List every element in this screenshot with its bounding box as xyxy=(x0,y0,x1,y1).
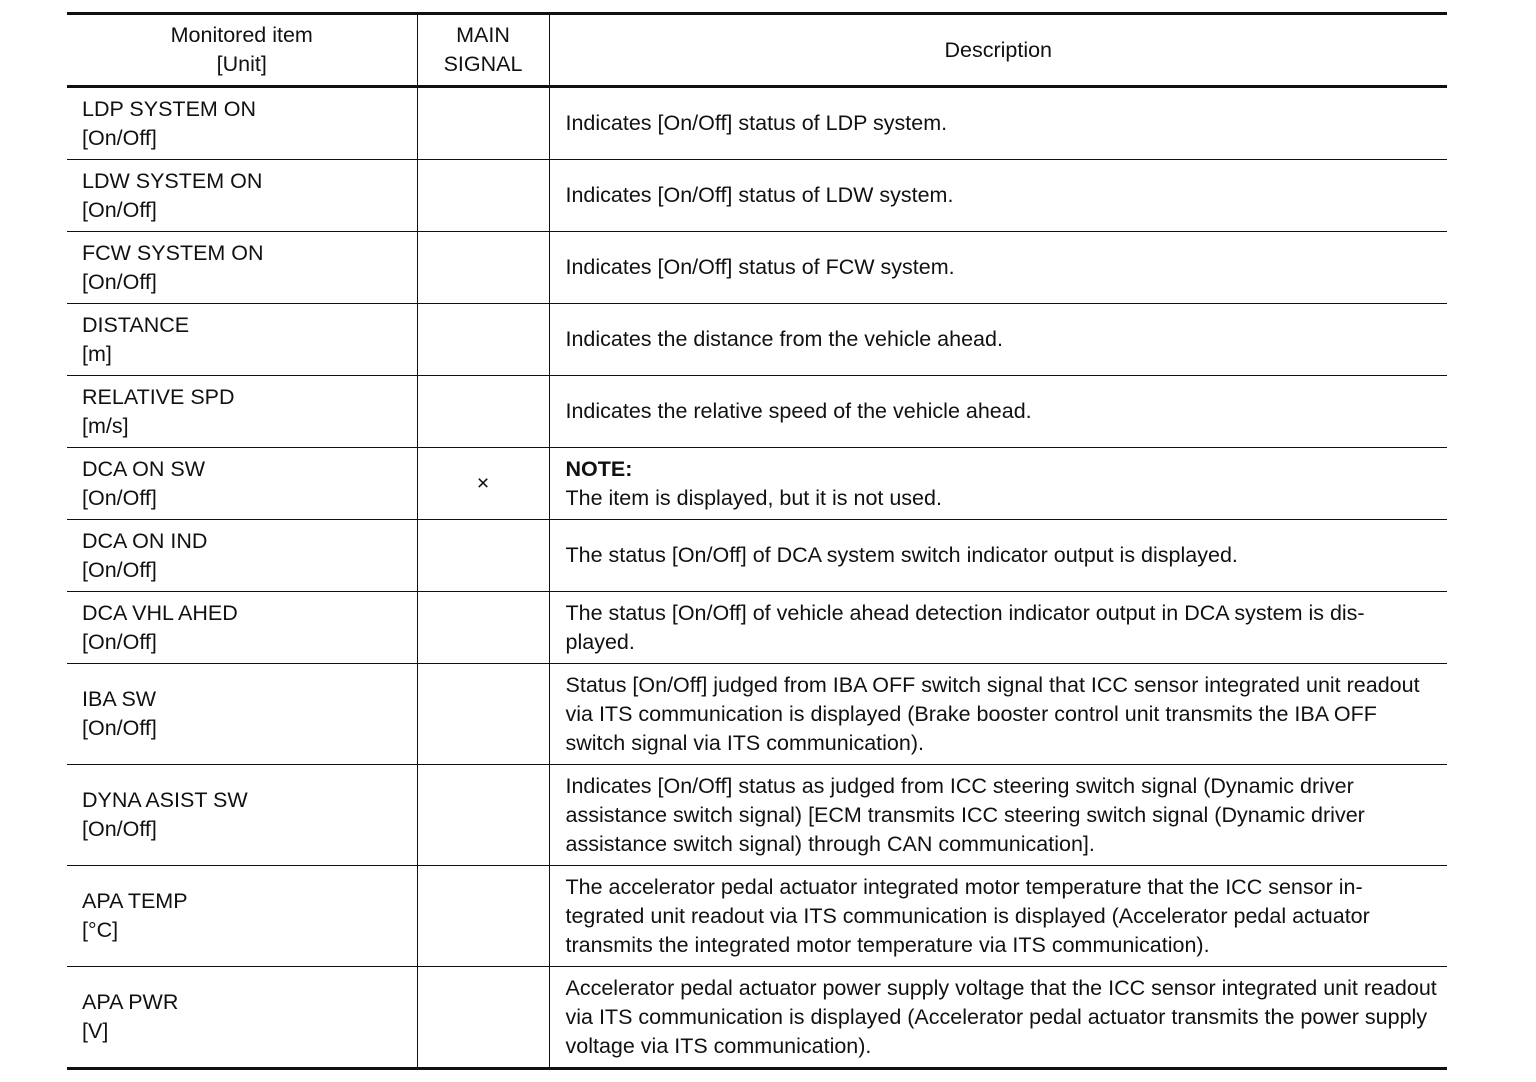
description-cell xyxy=(549,304,1447,376)
table-header-row xyxy=(67,14,1447,87)
item-name: FCW SYSTEM ON xyxy=(82,240,264,265)
main-signal-cell xyxy=(417,232,549,304)
description-text: The status [On/Off] of DCA system switch indicator output is displayed. xyxy=(565,543,1238,567)
item-name: LDW SYSTEM ON xyxy=(82,168,263,193)
item-unit: [On/Off] xyxy=(82,125,157,150)
main-signal-cell xyxy=(417,160,549,232)
table-row xyxy=(67,520,1447,592)
description-text: The accelerator pedal actuator integrated motor temperature that the ICC sensor in- tegrated unit readout via ITS communication is displayed (Accelerator pedal actuator transmits the integrated motor temperature via ITS communication). xyxy=(565,874,1370,957)
item-unit: [On/Off] xyxy=(82,197,157,222)
monitored-item-cell xyxy=(67,592,417,664)
main-signal-cell xyxy=(417,765,549,866)
item-name: RELATIVE SPD xyxy=(82,384,235,409)
main-signal-cell xyxy=(417,304,549,376)
item-unit: [m/s] xyxy=(82,413,129,438)
description-cell xyxy=(549,448,1447,520)
main-signal-cell xyxy=(417,520,549,592)
description-text: Indicates [On/Off] status of FCW system. xyxy=(565,255,955,279)
description-cell xyxy=(549,520,1447,592)
item-unit: [On/Off] xyxy=(82,716,157,740)
description-cell xyxy=(549,866,1447,967)
item-unit: [m] xyxy=(82,341,112,366)
item-name: DCA ON SW xyxy=(82,456,206,481)
item-name: DCA VHL AHED xyxy=(82,600,238,625)
monitored-item-cell xyxy=(67,520,417,592)
item-name: DISTANCE xyxy=(82,312,190,337)
description-text: Indicates [On/Off] status of LDP system. xyxy=(565,111,948,135)
table-row xyxy=(67,664,1447,765)
main-signal-cell xyxy=(417,664,549,765)
description-cell xyxy=(549,376,1447,448)
description-cell xyxy=(549,592,1447,664)
header-main-signal: MAIN SIGNAL xyxy=(417,14,549,87)
item-unit: [On/Off] xyxy=(82,557,157,582)
description-text: The status [On/Off] of vehicle ahead detection indicator output in DCA system is dis- played. xyxy=(565,600,1365,654)
main-signal-cell xyxy=(417,87,549,160)
item-unit: [On/Off] xyxy=(82,629,157,654)
description-text: Indicates the relative speed of the vehicle ahead. xyxy=(565,399,1032,423)
item-unit: [On/Off] xyxy=(82,817,157,841)
table-row xyxy=(67,376,1447,448)
monitored-item-cell xyxy=(67,160,417,232)
table-row xyxy=(67,232,1447,304)
monitored-item-cell xyxy=(67,376,417,448)
description-cell xyxy=(549,87,1447,160)
item-name: APA TEMP xyxy=(82,889,188,913)
main-signal-cell xyxy=(417,967,549,1069)
description-cell xyxy=(549,765,1447,866)
table-row xyxy=(67,592,1447,664)
table-row xyxy=(67,448,1447,520)
item-name: LDP SYSTEM ON xyxy=(82,96,257,121)
item-unit: [On/Off] xyxy=(82,485,157,510)
main-signal-cell xyxy=(417,376,549,448)
monitored-item-cell xyxy=(67,664,417,765)
item-name: IBA SW xyxy=(82,687,157,711)
monitored-item-cell xyxy=(67,232,417,304)
note-label: NOTE: xyxy=(565,456,633,481)
description-cell xyxy=(549,664,1447,765)
header-description: Description xyxy=(549,14,1447,87)
item-name: DCA ON IND xyxy=(82,528,208,553)
monitor-item-table xyxy=(67,12,1447,1070)
monitored-item-cell xyxy=(67,304,417,376)
table-row xyxy=(67,967,1447,1069)
monitored-item-cell xyxy=(67,448,417,520)
table-row xyxy=(67,765,1447,866)
description-text: The item is displayed, but it is not used. xyxy=(565,485,942,510)
item-unit: [°C] xyxy=(82,918,119,942)
item-name: DYNA ASIST SW xyxy=(82,788,248,812)
table-row xyxy=(67,160,1447,232)
monitored-item-cell xyxy=(67,87,417,160)
table-row xyxy=(67,304,1447,376)
description-text: Indicates [On/Off] status as judged from ICC steering switch signal (Dynamic driver assistance switch signal) [ECM transmits ICC steering switch signal (Dynamic driver assistance switch signal) through CAN communication]. xyxy=(565,773,1365,856)
description-text: Indicates the distance from the vehicle ahead. xyxy=(565,327,1003,351)
monitored-item-cell xyxy=(67,967,417,1069)
header-monitored-item: Monitored item [Unit] xyxy=(67,14,417,87)
main-signal-cell xyxy=(417,592,549,664)
description-text: Indicates [On/Off] status of LDW system. xyxy=(565,183,954,207)
table-row xyxy=(67,87,1447,160)
monitored-item-cell xyxy=(67,866,417,967)
item-unit: [On/Off] xyxy=(82,269,157,294)
table-row xyxy=(67,866,1447,967)
description-cell xyxy=(549,232,1447,304)
monitored-item-cell xyxy=(67,765,417,866)
description-cell xyxy=(549,967,1447,1069)
main-signal-cell xyxy=(417,866,549,967)
description-cell xyxy=(549,160,1447,232)
description-text: Status [On/Off] judged from IBA OFF switch signal that ICC sensor integrated unit readout via ITS communication is displayed (Brake booster control unit transmits the IBA OFF switch signal via ITS communication). xyxy=(565,672,1420,755)
item-unit: [V] xyxy=(82,1019,109,1043)
item-name: APA PWR xyxy=(82,990,179,1014)
main-signal-cell: × xyxy=(417,448,549,520)
description-text: Accelerator pedal actuator power supply voltage that the ICC sensor integrated unit readout via ITS communication is displayed (Accelerator pedal actuator transmits the power supply voltage via ITS communication). xyxy=(565,975,1437,1058)
